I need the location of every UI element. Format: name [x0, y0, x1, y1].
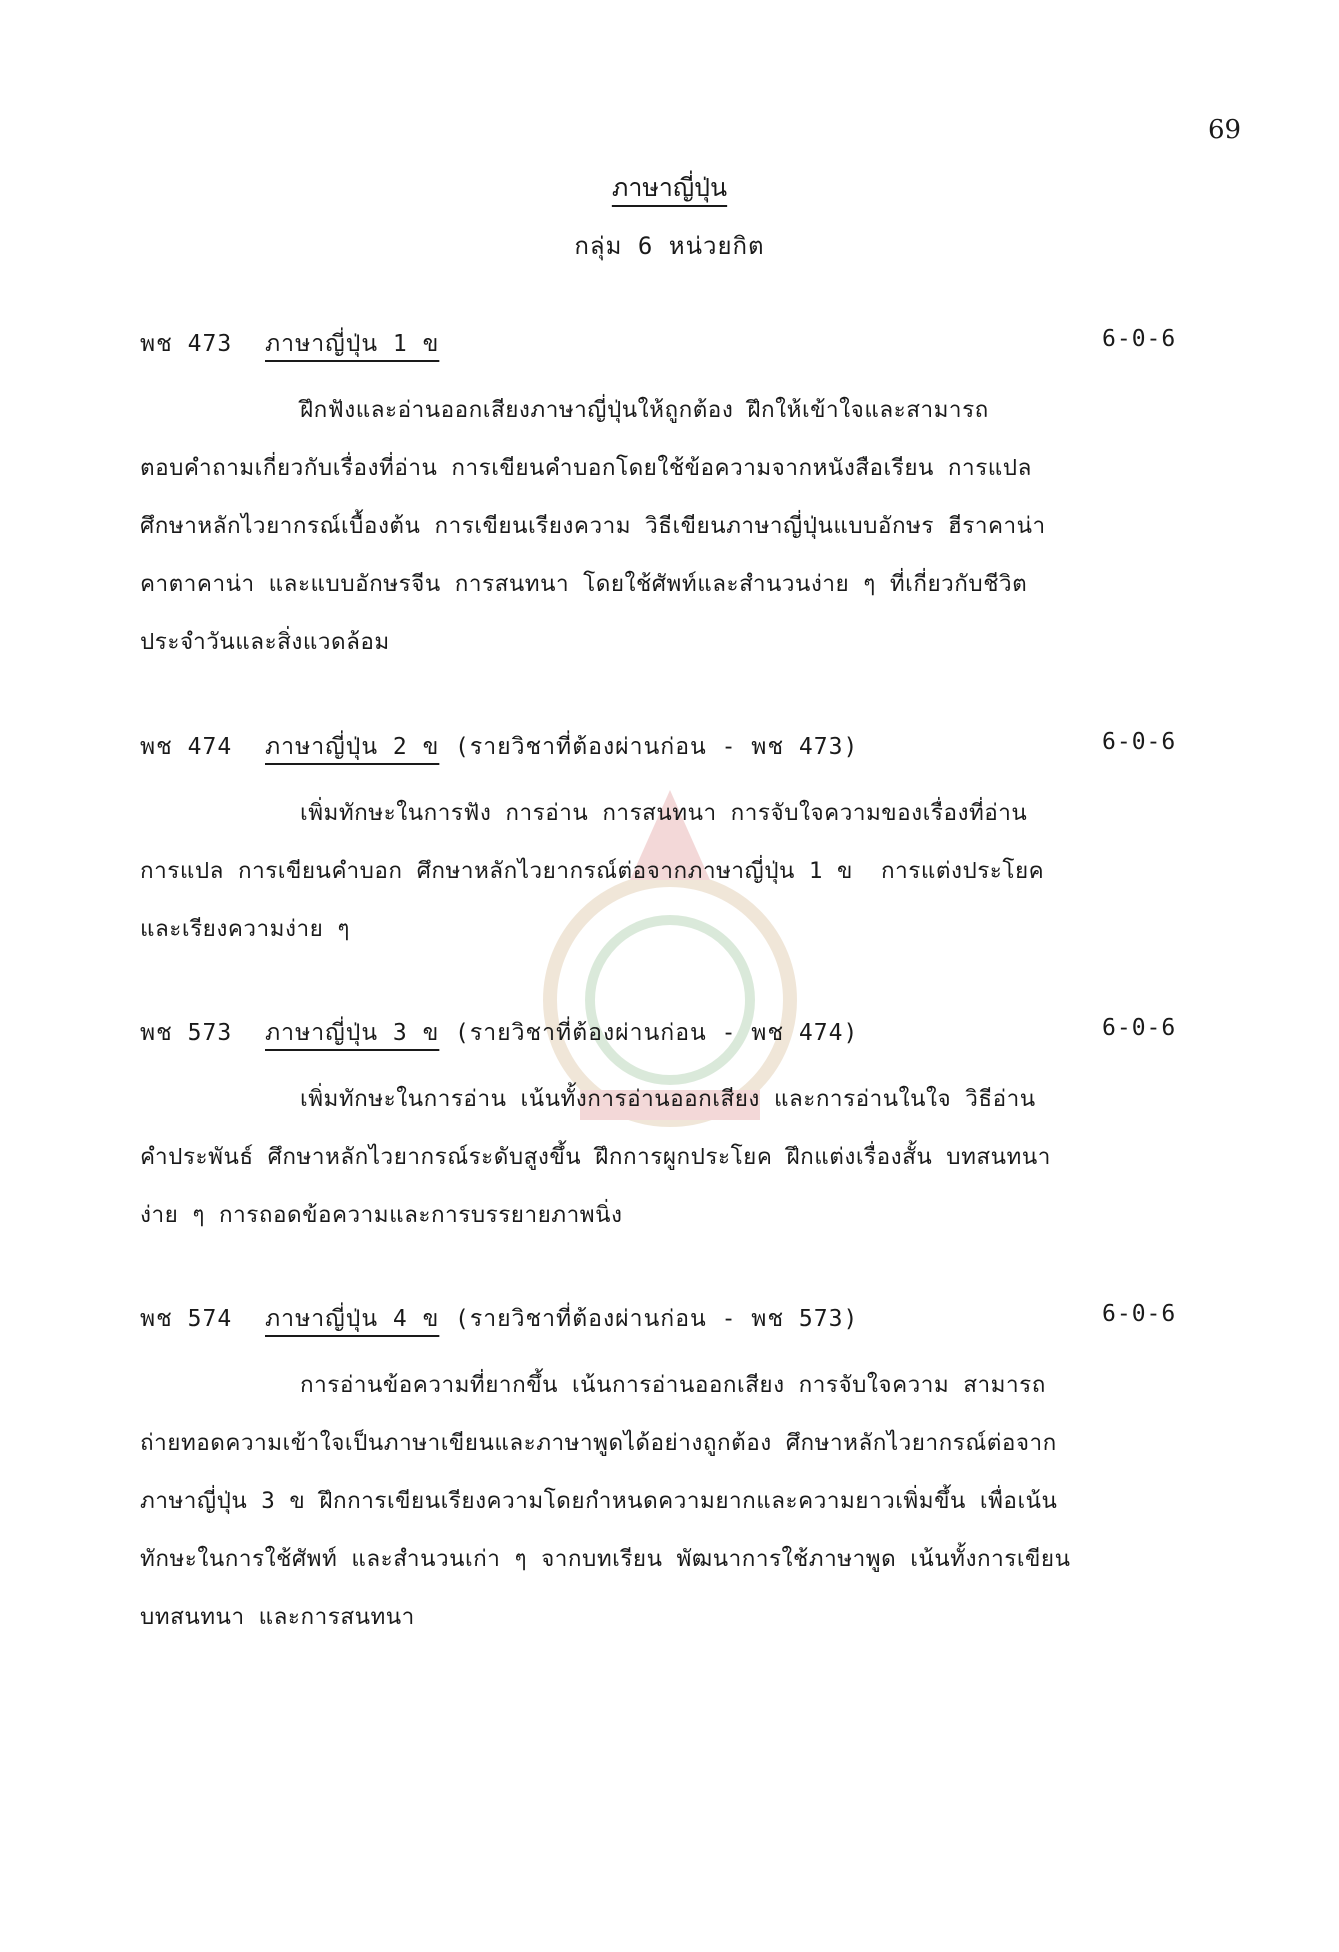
course-entry — [0, 326, 1339, 655]
course-description — [140, 794, 1200, 968]
course-code: พช 573 — [140, 1020, 233, 1046]
course-description — [140, 1080, 1200, 1254]
course-title: ภาษาญี่ปุ่น 2 ข — [265, 734, 440, 760]
course-title: ภาษาญี่ปุ่น 3 ข — [265, 1020, 440, 1046]
description-line: บทสนทนา และการสนทนา — [140, 1604, 415, 1630]
course-prerequisite: (รายวิชาที่ต้องผ่านก่อน - พช 573) — [455, 1306, 859, 1332]
course-entry — [0, 1015, 1339, 1228]
description-line: การอ่านข้อความที่ยากขึ้น เน้นการอ่านออกเสียง การจับใจความ สามารถ — [300, 1372, 1046, 1398]
course-code: พช 473 — [140, 331, 233, 357]
course-credits: 6-0-6 — [1102, 729, 1177, 755]
description-line: การแปล การเขียนคำบอก ศึกษาหลักไวยากรณ์ต่อจากภาษาญี่ปุ่น 1 ข การแต่งประโยค — [140, 858, 1045, 884]
description-line: และเรียงความง่าย ๆ — [140, 916, 350, 942]
course-credits: 6-0-6 — [1102, 1015, 1177, 1041]
description-line: ฝึกฟังและอ่านออกเสียงภาษาญี่ปุ่นให้ถูกต้อง ฝึกให้เข้าใจและสามารถ — [300, 397, 989, 423]
description-line: คาตาคาน่า และแบบอักษรจีน การสนทนา โดยใช้ศัพท์และสำนวนง่าย ๆ ที่เกี่ยวกับชีวิต — [140, 571, 1028, 597]
description-line: ประจำวันและสิ่งแวดล้อม — [140, 629, 390, 655]
course-code: พช 574 — [140, 1306, 233, 1332]
description-line: ภาษาญี่ปุ่น 3 ข ฝึกการเขียนเรียงความโดยกำหนดความยากและความยาวเพิ่มขึ้น เพื่อเน้น — [140, 1488, 1058, 1514]
section-title-text: ภาษาญี่ปุ่น — [611, 173, 728, 202]
description-line: ง่าย ๆ การถอดข้อความและการบรรยายภาพนิ่ง — [140, 1202, 623, 1228]
page-number: 69 — [1208, 115, 1242, 145]
description-line: เพิ่มทักษะในการฟัง การอ่าน การสนทนา การจับใจความของเรื่องที่อ่าน — [300, 800, 1028, 826]
course-code: พช 474 — [140, 734, 233, 760]
course-title: ภาษาญี่ปุ่น 4 ข — [265, 1306, 440, 1332]
course-description — [140, 391, 1200, 681]
description-line: ถ่ายทอดความเข้าใจเป็นภาษาเขียนและภาษาพูดได้อย่างถูกต้อง ศึกษาหลักไวยากรณ์ต่อจาก — [140, 1430, 1057, 1456]
description-line: ทักษะในการใช้ศัพท์ และสำนวนเก่า ๆ จากบทเรียน พัฒนาการใช้ภาษาพูด เน้นทั้งการเขียน — [140, 1546, 1071, 1572]
course-header — [0, 1301, 1339, 1341]
course-description — [140, 1366, 1200, 1656]
description-line: เพิ่มทักษะในการอ่าน เน้นทั้งการอ่านออกเสียง และการอ่านในใจ วิธีอ่าน — [300, 1086, 1036, 1112]
description-line: ศึกษาหลักไวยากรณ์เบื้องต้น การเขียนเรียงความ วิธีเขียนภาษาญี่ปุ่นแบบอักษร ฮีราคาน่า — [140, 513, 1046, 539]
course-entry — [0, 729, 1339, 942]
course-title: ภาษาญี่ปุ่น 1 ข — [265, 331, 440, 357]
section-subtitle: กลุ่ม 6 หน่วยกิต — [574, 232, 765, 260]
course-header — [0, 1015, 1339, 1055]
course-header — [0, 326, 1339, 366]
description-line: คำประพันธ์ ศึกษาหลักไวยากรณ์ระดับสูงขึ้น ฝึกการผูกประโยค ฝึกแต่งเรื่องสั้น บทสนทนา — [140, 1144, 1051, 1170]
course-credits: 6-0-6 — [1102, 1301, 1177, 1327]
course-header — [0, 729, 1339, 769]
section-title — [0, 168, 1339, 208]
course-credits: 6-0-6 — [1102, 326, 1177, 352]
description-line: ตอบคำถามเกี่ยวกับเรื่องที่อ่าน การเขียนคำบอกโดยใช้ข้อความจากหนังสือเรียน การแปล — [140, 455, 1032, 481]
course-entry — [0, 1301, 1339, 1630]
course-prerequisite: (รายวิชาที่ต้องผ่านก่อน - พช 473) — [455, 734, 859, 760]
course-prerequisite: (รายวิชาที่ต้องผ่านก่อน - พช 474) — [455, 1020, 859, 1046]
